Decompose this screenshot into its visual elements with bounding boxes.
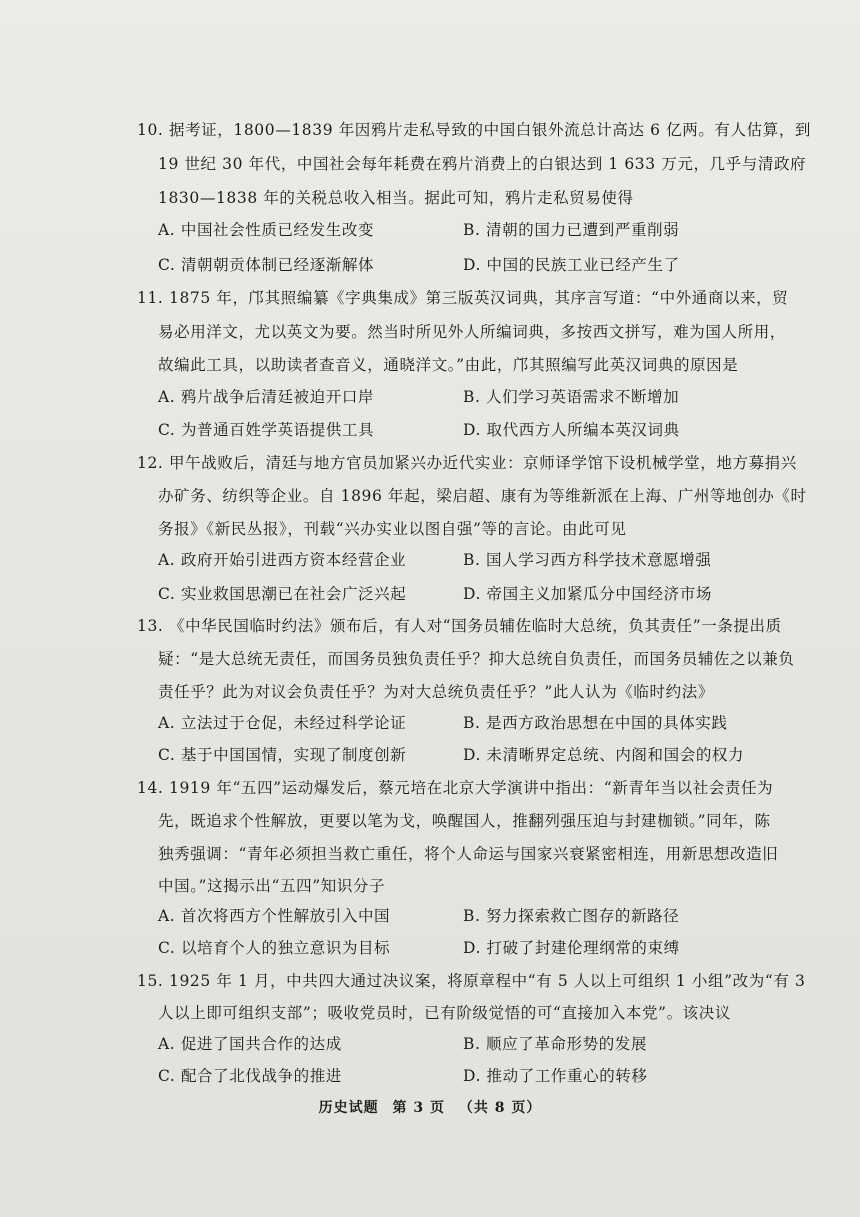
option-a: A. 促进了国共合作的达成 [158, 1035, 342, 1053]
question-text-line: 13. 《中华民国临时约法》颁布后，有人对“国务员辅佐临时大总统，负其责任”一条提出质 [137, 617, 782, 635]
question-text-line: 19 世纪 30 年代，中国社会每年耗费在鸦片消费上的白银达到 1 633 万元，几乎与清政府 [158, 155, 807, 173]
footer-subject: 历史试题 [318, 1100, 379, 1116]
option-b: B. 顺应了革命形势的发展 [463, 1035, 648, 1053]
footer-page-number: 第 3 页 [392, 1100, 445, 1116]
option-a: A. 政府开始引进西方资本经营企业 [158, 551, 407, 569]
option-c: C. 为普通百姓学英语提供工具 [158, 421, 375, 439]
option-b: B. 国人学习西方科学技术意愿增强 [463, 551, 712, 569]
option-b: B. 清朝的国力已遭到严重削弱 [463, 221, 680, 239]
footer-total-pages: （共 8 页） [458, 1100, 542, 1116]
question-text-line: 15. 1925 年 1 月，中共四大通过决议案，将原章程中“有 5 人以上可组织 1 小组”改为“有 3 [137, 972, 806, 990]
option-d: D. 未清晰界定总统、内阁和国会的权力 [463, 746, 745, 764]
option-a: A. 中国社会性质已经发生改变 [158, 221, 375, 239]
question-text-line: 1830—1838 年的关税总收入相当。据此可知，鸦片走私贸易使得 [158, 189, 634, 207]
option-c: C. 实业救国思潮已在社会广泛兴起 [158, 585, 407, 603]
question-text-line: 14. 1919 年“五四”运动爆发后，蔡元培在北京大学演讲中指出：“新青年当以社会责任为 [137, 779, 774, 797]
option-a: A. 立法过于仓促，未经过科学论证 [158, 714, 407, 732]
question-text-line: 12. 甲午战败后，清廷与地方官员加紧兴办近代实业：京师译学馆下设机械学堂，地方募捐兴 [137, 454, 797, 472]
question-text-line: 疑：“是大总统无责任，而国务员独负责任乎？抑大总统自负责任，而国务员辅佐之以兼负 [158, 650, 795, 668]
option-b: B. 努力探索救亡图存的新路径 [463, 907, 680, 925]
option-b: B. 人们学习英语需求不断增加 [463, 388, 680, 406]
question-text-line: 人以上即可组织支部”；吸收党员时，已有阶级觉悟的可“直接加入本党”。该决议 [158, 1004, 731, 1022]
question-text-line: 中国。”这揭示出“五四”知识分子 [158, 877, 386, 895]
question-text-line: 10. 据考证，1800—1839 年因鸦片走私导致的中国白银外流总计高达 6 亿两。有人估算，到 [137, 121, 812, 139]
option-d: D. 帝国主义加紧瓜分中国经济市场 [463, 585, 712, 603]
option-c: C. 清朝朝贡体制已经逐渐解体 [158, 256, 375, 274]
question-text-line: 11. 1875 年，邝其照编纂《字典集成》第三版英汉词典，其序言写道：“中外通商以来，贸 [137, 289, 789, 307]
option-c: C. 基于中国国情，实现了制度创新 [158, 746, 407, 764]
option-b: B. 是西方政治思想在中国的具体实践 [463, 714, 728, 732]
option-c: C. 以培育个人的独立意识为目标 [158, 939, 391, 957]
page-footer [0, 1097, 860, 1117]
question-text-line: 务报》《新民丛报》，刊载“兴办实业以图自强”等的言论。由此可见 [158, 520, 627, 538]
question-text-line: 易必用洋文，尤以英文为要。然当时所见外人所编词典，多按西文拼写，难为国人所用， [158, 323, 786, 341]
question-text-line: 责任乎？此为对议会负责任乎？为对大总统负责任乎？”此人认为《临时约法》 [158, 683, 714, 701]
question-text-line: 故编此工具，以助读者查音义，通晓洋文。”由此，邝其照编写此英汉词典的原因是 [158, 356, 739, 374]
question-text-line: 办矿务、纺织等企业。自 1896 年起，梁启超、康有为等维新派在上海、广州等地创办《时 [158, 487, 807, 505]
option-d: D. 取代西方人所编本英汉词典 [463, 421, 680, 439]
option-d: D. 推动了工作重心的转移 [463, 1067, 648, 1085]
option-c: C. 配合了北伐战争的推进 [158, 1067, 342, 1085]
option-a: A. 首次将西方个性解放引入中国 [158, 907, 391, 925]
option-d: D. 打破了封建伦理纲常的束缚 [463, 939, 680, 957]
option-d: D. 中国的民族工业已经产生了 [463, 256, 680, 274]
option-a: A. 鸦片战争后清廷被迫开口岸 [158, 388, 375, 406]
question-text-line: 独秀强调：“青年必须担当救亡重任，将个人命运与国家兴衰紧密相连，用新思想改造旧 [158, 845, 779, 863]
question-text-line: 先，既追求个性解放，更要以笔为戈，唤醒国人，推翻列强压迫与封建枷锁。”同年，陈 [158, 812, 771, 830]
